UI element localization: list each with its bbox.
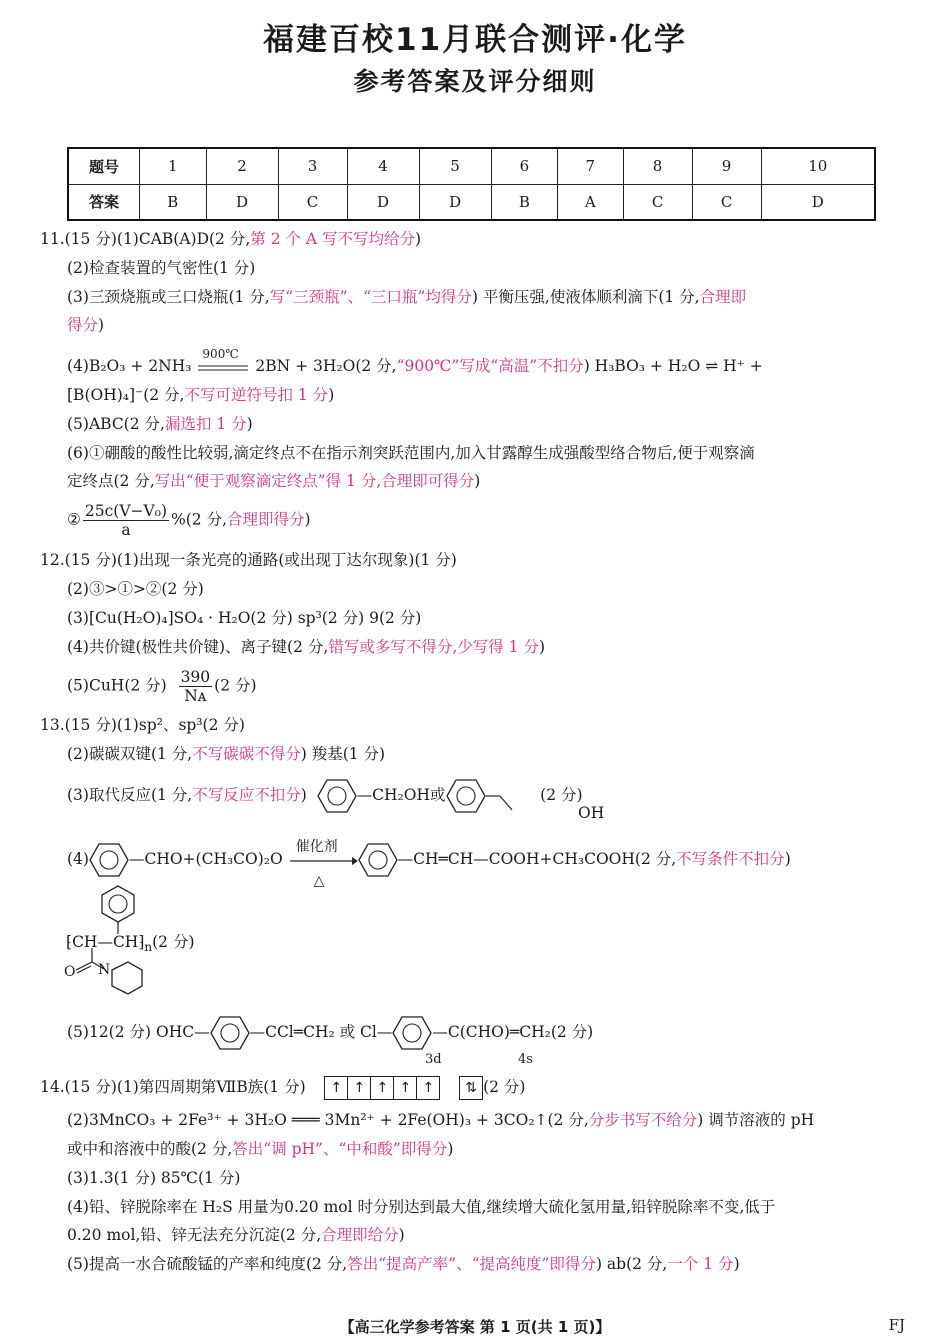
q11-line-7 <box>67 502 311 539</box>
text: ) <box>98 316 105 334</box>
reaction-arrow <box>196 347 250 377</box>
fraction <box>179 668 213 705</box>
text: 14.(15 分)(1)第四周期第ⅦB族(1 分) <box>40 1078 306 1096</box>
fraction <box>83 502 169 539</box>
text: ) <box>447 1140 454 1158</box>
table-cell: 3 <box>278 148 347 184</box>
q13-oh-label: OH <box>578 804 605 822</box>
orbital-diagram-3d <box>325 1078 440 1096</box>
benzene-ring-icon <box>358 842 398 878</box>
q11-line-6: (6)①硼酸的酸性比较弱,滴定终点不在指示剂突跃范围内,加入甘露醇生成强酸型络合物后,便于观察滴 <box>67 444 755 462</box>
text: ) H₃BO₃ + H₂O ⇌ H⁺ + <box>583 357 763 375</box>
orbital-box: ↑ <box>393 1076 417 1100</box>
text: ) <box>300 786 307 804</box>
orbital-3d-label: 3d <box>425 1052 442 1067</box>
text: (2 分) <box>483 1078 526 1096</box>
q12-line-1: 12.(15 分)(1)出现一条光亮的通路(或出现丁达尔现象)(1 分) <box>40 551 457 569</box>
text: ② <box>67 510 81 529</box>
q11-line-4 <box>67 347 763 377</box>
grading-note: 一个 1 分 <box>667 1255 734 1273</box>
text: ) <box>538 638 546 656</box>
table-cell: B <box>140 184 207 220</box>
grading-note: 答出“调 pH”、“中和酸”即得分 <box>232 1140 448 1158</box>
text: ) ab(2 分, <box>595 1255 668 1273</box>
orbital-box: ↑ <box>370 1076 394 1100</box>
text: 2BN + 3H₂O(2 分, <box>255 357 397 375</box>
q14-line-6 <box>67 1225 405 1245</box>
denominator: a <box>121 521 131 539</box>
page-title: 福建百校11月联合测评·化学 <box>263 22 687 58</box>
table-cell: C <box>692 184 761 220</box>
text: (2 分) <box>214 676 257 695</box>
orbital-box-4s: ⇅ <box>459 1076 483 1100</box>
text: (2 分) <box>540 786 583 804</box>
q14-line-3 <box>67 1139 453 1159</box>
q11-line-6b <box>67 471 480 491</box>
q13-line-4 <box>67 839 791 889</box>
polymer-chain: $⁅CH—CH⁆_n(2$ 分) <box>66 933 195 955</box>
table-row <box>68 184 875 220</box>
text: 或中和溶液中的酸(2 分, <box>67 1140 233 1158</box>
numerator: 390 <box>180 668 211 686</box>
text: (2 分) <box>152 933 195 951</box>
text: ) <box>304 510 311 529</box>
table-cell: 9 <box>692 148 761 184</box>
grading-note: 合理即给分 <box>321 1226 399 1244</box>
grading-note: 写出“便于观察滴定终点”得 1 分,合理即可得分 <box>154 472 475 490</box>
q14-line-5: (4)铅、锌脱除率在 H₂S 用量为0.20 mol 时分别达到最大值,继续增大硫化氢用量,铅锌脱除率不变,低于 <box>67 1198 776 1216</box>
grading-note: 得分 <box>67 316 99 334</box>
q11-line-2: (2)检查装置的气密性(1 分) <box>67 259 256 277</box>
grading-note: 第 2 个 A 写不写均给分 <box>250 230 416 248</box>
text: (4) <box>67 850 89 868</box>
benzene-ring-icon <box>210 1015 250 1051</box>
table-header: 答案 <box>68 184 140 220</box>
table-cell: C <box>623 184 692 220</box>
grading-note: 分步书写不给分 <box>588 1111 698 1129</box>
table-row <box>68 148 875 184</box>
text: (2)3MnCO₃ + 2Fe³⁺ + 3H₂O ═══ 3Mn²⁺ + 2Fe(OH)₃ + 3CO₂↑(2 分, <box>67 1111 589 1129</box>
q14-line-2 <box>67 1110 814 1130</box>
page-subtitle: 参考答案及评分细则 <box>353 67 597 96</box>
table-cell: D <box>206 184 278 220</box>
bond-icon <box>486 778 516 814</box>
text: (3)三颈烧瓶或三口烧瓶(1 分, <box>67 288 270 306</box>
grading-note: 错写或多写不得分,少写得 1 分 <box>328 638 539 656</box>
text: ) <box>246 415 253 433</box>
grading-note: 合理即 <box>699 288 747 306</box>
q11-line-3 <box>67 287 746 307</box>
text: —CH═CH—COOH+CH₃COOH(2 分, <box>397 850 677 868</box>
table-cell: B <box>491 184 558 220</box>
table-cell: A <box>558 184 623 220</box>
grading-note: 写“三颈瓶”、“三口瓶”均得分 <box>269 288 472 306</box>
grading-note: 合理即得分 <box>227 510 305 529</box>
text: 0.20 mol,铅、锌无法充分沉淀(2 分, <box>67 1226 322 1244</box>
text: (4)共价键(极性共价键)、离子键(2 分, <box>67 638 329 656</box>
text: ) 平衡压强,使液体顺利滴下(1 分, <box>471 288 700 306</box>
grading-note: 答出“提高产率”、“提高纯度”即得分 <box>347 1255 596 1273</box>
q13-line-2 <box>67 744 385 764</box>
table-cell: 1 <box>140 148 207 184</box>
text: ) <box>415 230 422 248</box>
table-cell: D <box>419 184 491 220</box>
table-cell: 6 <box>491 148 558 184</box>
text: ) <box>328 386 335 404</box>
table-cell: 2 <box>206 148 278 184</box>
table-header: 题号 <box>68 148 140 184</box>
q11-line-1 <box>40 229 421 249</box>
grading-note: “900℃”写成“高温”不扣分 <box>396 357 584 375</box>
text: ) <box>784 850 791 868</box>
q11-line-3b <box>67 315 104 335</box>
text: —CCl═CH₂ 或 Cl— <box>249 1023 393 1041</box>
q12-line-4 <box>67 637 545 657</box>
text: (5)CuH(2 分) <box>67 676 167 695</box>
q13-line-1: 13.(15 分)(1)sp²、sp³(2 分) <box>40 716 245 734</box>
heat-label: △ <box>313 873 325 889</box>
benzene-ring-icon <box>317 778 357 814</box>
region-code: FJ <box>888 1316 905 1334</box>
table-cell: 4 <box>347 148 419 184</box>
text: [B(OH)₄]⁻(2 分, <box>67 386 185 404</box>
grading-note: 不写反应不扣分 <box>192 786 301 804</box>
q12-line-3: (3)[Cu(H₂O)₄]SO₄ · H₂O(2 分) sp³(2 分) 9(2 分) <box>67 609 422 627</box>
text: (5)ABC(2 分, <box>67 415 165 433</box>
q14-line-1 <box>40 1076 525 1100</box>
text: (4)B₂O₃ + 2NH₃ <box>67 357 192 375</box>
text: ) <box>733 1255 740 1273</box>
grading-note: 漏选扣 1 分 <box>164 415 247 433</box>
q12-line-5 <box>67 668 257 705</box>
grading-note: 不写碳碳不得分 <box>192 745 301 763</box>
polymer-oxygen: O <box>64 964 76 980</box>
q14-line-7 <box>67 1254 740 1274</box>
q11-line-5 <box>67 414 253 434</box>
q11-line-4b <box>67 385 334 405</box>
reaction-condition: 900℃ <box>202 347 239 361</box>
text: —CH₂OH或 <box>356 786 446 804</box>
grading-note: 不写条件不扣分 <box>676 850 785 868</box>
text: —C(CHO)═CH₂(2 分) <box>432 1023 594 1041</box>
benzene-ring-icon <box>392 1015 432 1051</box>
orbital-box: ↑ <box>324 1076 348 1100</box>
text: (2)碳碳双键(1 分, <box>67 745 193 763</box>
reaction-arrow <box>288 839 358 889</box>
answer-table <box>67 147 876 221</box>
q13-line-3 <box>67 778 583 814</box>
orbital-box: ↑ <box>347 1076 371 1100</box>
table-cell: D <box>761 184 875 220</box>
text: n <box>144 940 153 955</box>
text: (5)12(2 分) OHC— <box>67 1023 210 1041</box>
benzene-ring-icon <box>89 842 129 878</box>
benzene-ring-icon <box>102 886 134 922</box>
orbital-box: ↑ <box>416 1076 440 1100</box>
q13-line-5 <box>67 1015 593 1051</box>
table-cell: D <box>347 184 419 220</box>
text: %(2 分, <box>171 510 227 529</box>
q12-line-2: (2)③>①>②(2 分) <box>67 580 204 598</box>
table-cell: 5 <box>419 148 491 184</box>
polymer-nitrogen: N <box>98 962 111 978</box>
table-cell: C <box>278 184 347 220</box>
grading-note: 不写可逆符号扣 1 分 <box>184 386 329 404</box>
page-footer: 【高三化学参考答案 第 1 页(共 1 页)】 <box>339 1318 611 1336</box>
text: ) <box>474 472 481 490</box>
text: 定终点(2 分, <box>67 472 155 490</box>
text: CH—CH <box>72 933 139 951</box>
table-cell: 7 <box>558 148 623 184</box>
table-cell: 8 <box>623 148 692 184</box>
text: ) 羧基(1 分) <box>300 745 386 763</box>
benzene-ring-icon <box>446 778 486 814</box>
q14-line-4: (3)1.3(1 分) 85℃(1 分) <box>67 1169 241 1187</box>
text: —CHO+(CH₃CO)₂O <box>128 850 283 868</box>
text: (5)提高一水合硫酸锰的产率和纯度(2 分, <box>67 1255 348 1273</box>
catalyst-label: 催化剂 <box>295 839 338 855</box>
text: ) 调节溶液的 pH <box>697 1111 815 1129</box>
table-cell: 10 <box>761 148 875 184</box>
denominator: Nᴀ <box>184 687 207 705</box>
orbital-4s-label: 4s <box>518 1052 533 1067</box>
text: ) <box>398 1226 405 1244</box>
numerator: 25c(V−V₀) <box>84 502 167 520</box>
text: 11.(15 分)(1)CAB(A)D(2 分, <box>40 230 251 248</box>
piperidine-ring-icon <box>112 962 142 994</box>
text: (3)取代反应(1 分, <box>67 786 193 804</box>
